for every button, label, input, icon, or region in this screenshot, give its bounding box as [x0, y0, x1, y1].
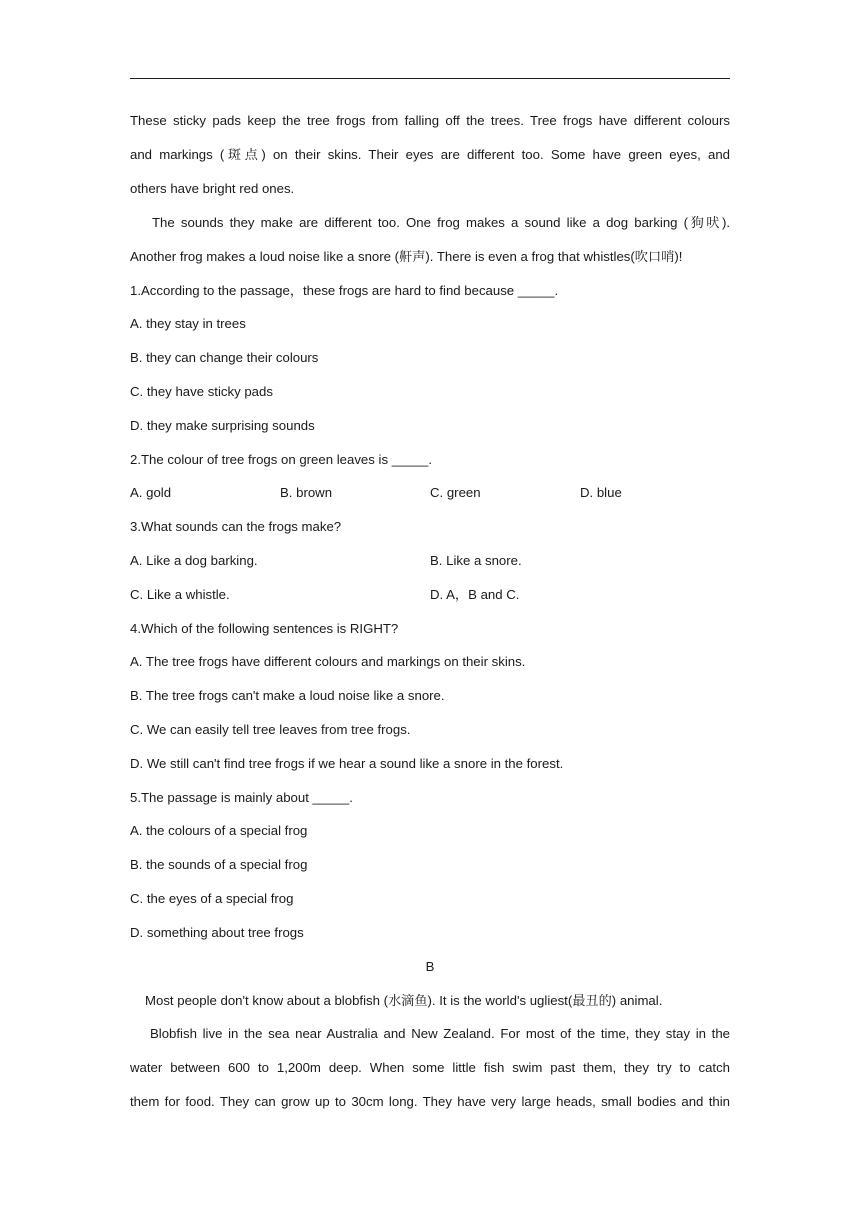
question-4-option-c: C. We can easily tell tree leaves from tree frogs. [130, 722, 411, 737]
passage-b-line-4: them for food. They can grow up to 30cm long. They have very large heads, small bodies and thin [130, 1094, 730, 1109]
question-2-options [130, 484, 730, 502]
question-1-option-a: A. they stay in trees [130, 316, 246, 331]
passage-a-line-5: Another frog makes a loud noise like a snore (鼾声). There is even a frog that whistles(吹口哨)! [130, 249, 683, 264]
question-2-option-a: A. gold [130, 485, 172, 500]
passage-b-line-1: Most people don't know about a blobfish (水滴鱼). It is the world's ugliest(最丑的) animal. [145, 993, 663, 1008]
passage-b-line-3: water between 600 to 1,200m deep. When some little fish swim past them, they try to catch [130, 1060, 730, 1075]
question-3-option-b: B. Like a snore. [430, 553, 522, 568]
question-3-option-a: A. Like a dog barking. [130, 553, 258, 568]
question-5-option-a: A. the colours of a special frog [130, 823, 308, 838]
question-1-stem: 1.According to the passage，these frogs are hard to find because _____. [130, 283, 559, 298]
question-3-stem: 3.What sounds can the frogs make? [130, 519, 342, 534]
question-1-option-b: B. they can change their colours [130, 350, 319, 365]
passage-b-line-2: Blobfish live in the sea near Australia and New Zealand. For most of the time, they stay in the [150, 1026, 730, 1041]
question-4-option-b: B. The tree frogs can't make a loud noise like a snore. [130, 688, 445, 703]
question-3-option-c: C. Like a whistle. [130, 587, 230, 602]
passage-a-line-4: The sounds they make are different too. One frog makes a sound like a dog barking (狗吠). [152, 215, 730, 230]
question-4-option-a: A. The tree frogs have different colours and markings on their skins. [130, 654, 526, 669]
section-b-heading: B [425, 959, 435, 974]
question-2-option-b: B. brown [280, 485, 333, 500]
header-rule [130, 78, 730, 79]
question-5-option-b: B. the sounds of a special frog [130, 857, 308, 872]
passage-a-line-3: others have bright red ones. [130, 181, 295, 196]
question-2-stem: 2.The colour of tree frogs on green leaves is _____. [130, 452, 433, 467]
question-5-stem: 5.The passage is mainly about _____. [130, 790, 353, 805]
question-1-option-d: D. they make surprising sounds [130, 418, 315, 433]
question-4-option-d: D. We still can't find tree frogs if we hear a sound like a snore in the forest. [130, 756, 564, 771]
question-2-option-d: D. blue [580, 485, 622, 500]
passage-a-line-1: These sticky pads keep the tree frogs from falling off the trees. Tree frogs have different colours [130, 113, 730, 128]
question-1-option-c: C. they have sticky pads [130, 384, 273, 399]
question-3-option-d: D. A，B and C. [430, 587, 520, 602]
question-5-option-c: C. the eyes of a special frog [130, 891, 294, 906]
question-5-option-d: D. something about tree frogs [130, 925, 304, 940]
question-4-stem: 4.Which of the following sentences is RIGHT? [130, 621, 399, 636]
passage-a-line-2: and markings (斑点) on their skins. Their eyes are different too. Some have green eyes, and [130, 147, 730, 162]
question-3-options-row-2 [130, 586, 730, 604]
question-3-options-row-1 [130, 552, 730, 570]
question-2-option-c: C. green [430, 485, 481, 500]
